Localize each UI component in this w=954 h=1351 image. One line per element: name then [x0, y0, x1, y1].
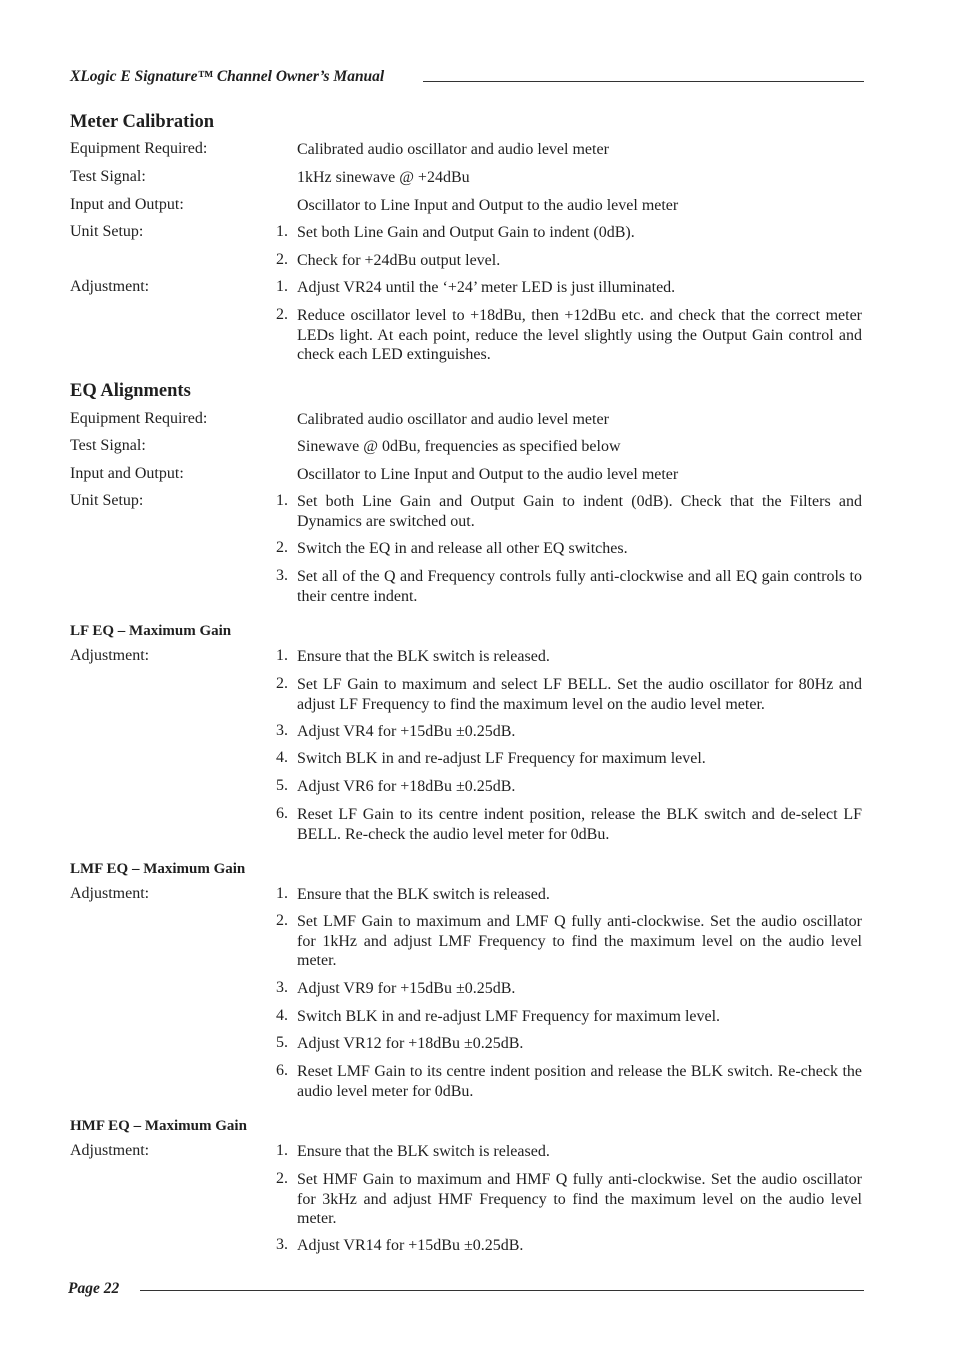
step-number: 2. [276, 306, 288, 323]
subsection-heading-lf-eq: LF EQ – Maximum Gain [70, 623, 232, 639]
footer-rule [140, 1290, 864, 1291]
field-label: Input and Output: [70, 196, 184, 213]
step-number: 6. [276, 1062, 288, 1079]
step-number: 1. [276, 1142, 288, 1159]
step-number: 1. [276, 885, 288, 902]
step-text: Set HMF Gain to maximum and HMF Q fully anti-clockwise. Set the audio oscillator for 3kHz and adjust HMF Frequency to find the maximum level on the audio level meter. [297, 1171, 862, 1228]
field-label: Unit Setup: [70, 492, 144, 509]
field-label: Adjustment: [70, 278, 150, 295]
step-text: Switch the EQ in and release all other EQ switches. [297, 540, 628, 557]
step-text: Reset LMF Gain to its centre indent position and release the BLK switch. Re-check the audio level meter for 0dBu. [297, 1063, 862, 1100]
step-text: Set all of the Q and Frequency controls fully anti-clockwise and all EQ gain controls to their centre indent. [297, 568, 862, 605]
step-text: Set both Line Gain and Output Gain to indent (0dB). Check that the Filters and Dynamics are switched out. [297, 493, 862, 530]
step-number: 6. [276, 805, 288, 822]
step-number: 3. [276, 567, 288, 584]
step-text: Ensure that the BLK switch is released. [297, 1143, 550, 1160]
step-text: Set both Line Gain and Output Gain to indent (0dB). [297, 224, 635, 241]
step-number: 4. [276, 1007, 288, 1024]
section-heading-meter-calibration: Meter Calibration [70, 112, 215, 132]
field-label: Adjustment: [70, 885, 150, 902]
step-number: 2. [276, 539, 288, 556]
field-label: Equipment Required: [70, 140, 208, 157]
subsection-heading-lmf-eq: LMF EQ – Maximum Gain [70, 861, 246, 877]
step-number: 2. [276, 675, 288, 692]
step-text: Adjust VR4 for +15dBu ±0.25dB. [297, 723, 516, 740]
field-value: Calibrated audio oscillator and audio level meter [297, 141, 609, 158]
step-text: Switch BLK in and re-adjust LF Frequency for maximum level. [297, 750, 706, 767]
field-label: Test Signal: [70, 437, 146, 454]
field-label: Test Signal: [70, 168, 146, 185]
step-text: Check for +24dBu output level. [297, 252, 501, 269]
step-number: 3. [276, 722, 288, 739]
page-header [70, 68, 864, 90]
page-footer [68, 1280, 864, 1302]
step-number: 2. [276, 912, 288, 929]
step-text: Switch BLK in and re-adjust LMF Frequency for maximum level. [297, 1008, 721, 1025]
step-number: 1. [276, 278, 288, 295]
step-text: Adjust VR14 for +15dBu ±0.25dB. [297, 1237, 524, 1254]
field-label: Adjustment: [70, 1142, 150, 1159]
field-label: Input and Output: [70, 465, 184, 482]
step-text: Adjust VR24 until the ‘+24’ meter LED is just illuminated. [297, 279, 676, 296]
field-value: Sinewave @ 0dBu, frequencies as specified below [297, 438, 621, 455]
step-number: 2. [276, 1170, 288, 1187]
step-number: 1. [276, 223, 288, 240]
field-value: Calibrated audio oscillator and audio level meter [297, 411, 609, 428]
page-number: Page 22 [68, 1280, 120, 1297]
field-value: 1kHz sinewave @ +24dBu [297, 169, 470, 186]
step-number: 1. [276, 492, 288, 509]
step-number: 2. [276, 251, 288, 268]
step-text: Ensure that the BLK switch is released. [297, 648, 550, 665]
field-value: Oscillator to Line Input and Output to the audio level meter [297, 466, 679, 483]
step-number: 5. [276, 1034, 288, 1051]
header-rule [423, 81, 864, 82]
step-text: Adjust VR12 for +18dBu ±0.25dB. [297, 1035, 524, 1052]
step-text: Set LF Gain to maximum and select LF BELL. Set the audio oscillator for 80Hz and adjust LF Frequency to find the maximum level on the audio level meter. [297, 676, 862, 713]
step-text: Reduce oscillator level to +18dBu, then +12dBu etc. and check that the correct meter LEDs light. At each point, reduce the level slightly using the Output Gain control and check each LED extinguishes. [297, 307, 862, 364]
step-number: 1. [276, 647, 288, 664]
step-number: 3. [276, 1236, 288, 1253]
step-text: Reset LF Gain to its centre indent position, release the BLK switch and de-select LF BELL. Re-check the audio level meter for 0dBu. [297, 806, 862, 843]
step-text: Adjust VR6 for +18dBu ±0.25dB. [297, 778, 516, 795]
field-label: Equipment Required: [70, 410, 208, 427]
field-value: Oscillator to Line Input and Output to the audio level meter [297, 197, 679, 214]
field-label: Adjustment: [70, 647, 150, 664]
step-text: Adjust VR9 for +15dBu ±0.25dB. [297, 980, 516, 997]
step-text: Set LMF Gain to maximum and LMF Q fully anti-clockwise. Set the audio oscillator for 1kHz and adjust LMF Frequency to find the maximum level on the audio level meter. [297, 913, 862, 970]
step-text: Ensure that the BLK switch is released. [297, 886, 550, 903]
step-number: 4. [276, 749, 288, 766]
subsection-heading-hmf-eq: HMF EQ – Maximum Gain [70, 1118, 247, 1134]
step-number: 5. [276, 777, 288, 794]
step-number: 3. [276, 979, 288, 996]
section-heading-eq-alignments: EQ Alignments [70, 381, 191, 401]
field-label: Unit Setup: [70, 223, 144, 240]
manual-title: XLogic E Signature™ Channel Owner’s Manual [70, 68, 385, 85]
